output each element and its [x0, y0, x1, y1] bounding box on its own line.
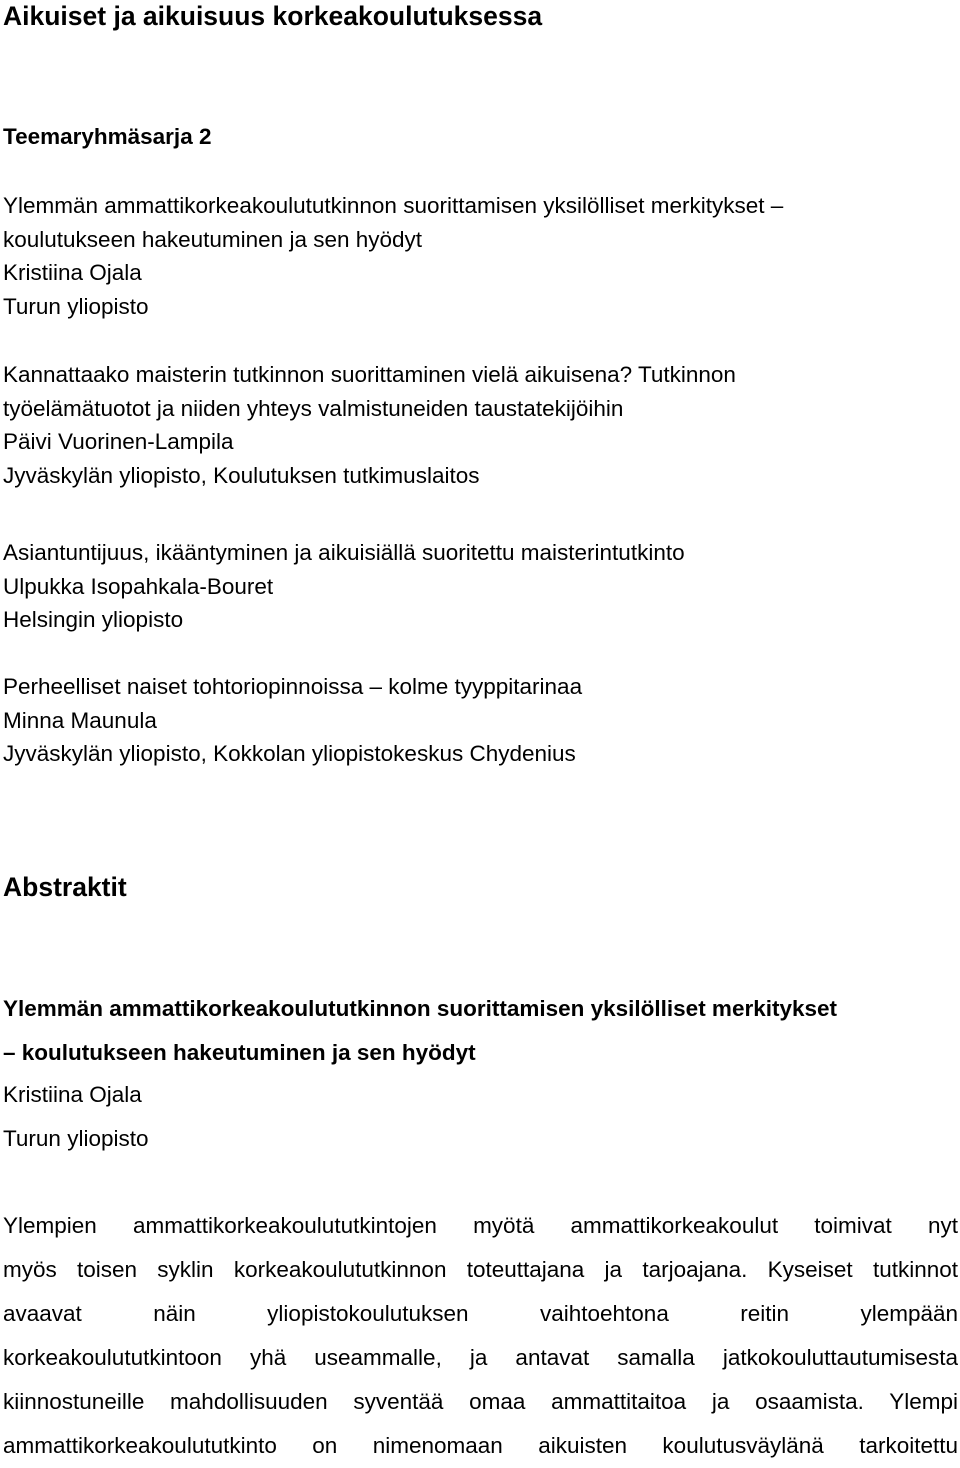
- contents-entry-author: Minna Maunula: [3, 707, 157, 733]
- abstract-body-line: ammattikorkeakoulututkinto on nimenomaan aikuisten koulutusväylänä tarkoitettu: [3, 1433, 958, 1458]
- contents-entry: [3, 670, 958, 771]
- contents-entry-title: Ylemmän ammattikorkeakoulututkinnon suorittamisen yksilölliset merkitykset –: [3, 193, 784, 218]
- contents-entry-author: Päivi Vuorinen-Lampila: [3, 429, 234, 455]
- abstract-title: [3, 987, 958, 1075]
- contents-entry: [3, 358, 958, 493]
- contents-entry-author: Ulpukka Isopahkala-Bouret: [3, 573, 274, 599]
- contents-entry: [3, 189, 958, 324]
- contents-entry-title: koulutukseen hakeutuminen ja sen hyödyt: [3, 226, 423, 252]
- abstract-body-line: avaavat näin yliopistokoulutuksen vaihtoehtona reitin ylempään: [3, 1301, 958, 1326]
- contents-entry-affiliation: Jyväskylän yliopisto, Koulutuksen tutkimuslaitos: [3, 463, 480, 489]
- contents-entry-title: työelämätuotot ja niiden yhteys valmistuneiden taustatekijöihin: [3, 395, 624, 421]
- abstracts-heading: Abstraktit: [3, 872, 127, 902]
- series-title: Teemaryhmäsarja 2: [3, 124, 212, 149]
- contents-entry-author: Kristiina Ojala: [3, 260, 142, 286]
- abstract-body-line: korkeakoulututkintoon yhä useammalle, ja antavat samalla jatkokouluttautumisesta: [3, 1345, 958, 1370]
- abstract-affiliation: Turun yliopisto: [3, 1126, 149, 1151]
- contents-entry-affiliation: Helsingin yliopisto: [3, 607, 184, 633]
- abstract-author: Kristiina Ojala: [3, 1082, 142, 1107]
- contents-entry-title: Perheelliset naiset tohtoriopinnoissa – kolme tyyppitarinaa: [3, 674, 583, 699]
- document-title: Aikuiset ja aikuisuus korkeakoulutuksessa: [3, 1, 543, 31]
- abstract-title-line: Ylemmän ammattikorkeakoulututkinnon suorittamisen yksilölliset merkitykset: [3, 996, 838, 1021]
- abstract-byline: [3, 1073, 148, 1161]
- abstract-body-line: Ylempien ammattikorkeakoulututkintojen myötä ammattikorkeakoulut toimivat nyt: [3, 1213, 958, 1238]
- contents-entry-affiliation: Jyväskylän yliopisto, Kokkolan yliopistokeskus Chydenius: [3, 741, 576, 767]
- contents-entry: [3, 536, 958, 637]
- contents-entry-title: Asiantuntijuus, ikääntyminen ja aikuisiällä suoritettu maisterintutkinto: [3, 540, 685, 565]
- contents-entry-affiliation: Turun yliopisto: [3, 294, 149, 320]
- abstract-body-line: kiinnostuneille mahdollisuuden syventää omaa ammattitaitoa ja osaamista. Ylempi: [3, 1389, 958, 1414]
- abstract-body-line: myös toisen syklin korkeakoulututkinnon toteuttajana ja tarjoajana. Kyseiset tutkinnot: [3, 1257, 958, 1282]
- contents-entry-title: Kannattaako maisterin tutkinnon suorittaminen vielä aikuisena? Tutkinnon: [3, 362, 736, 387]
- abstract-body: [3, 1204, 958, 1468]
- abstract-title-line: – koulutukseen hakeutuminen ja sen hyödyt: [3, 1040, 476, 1065]
